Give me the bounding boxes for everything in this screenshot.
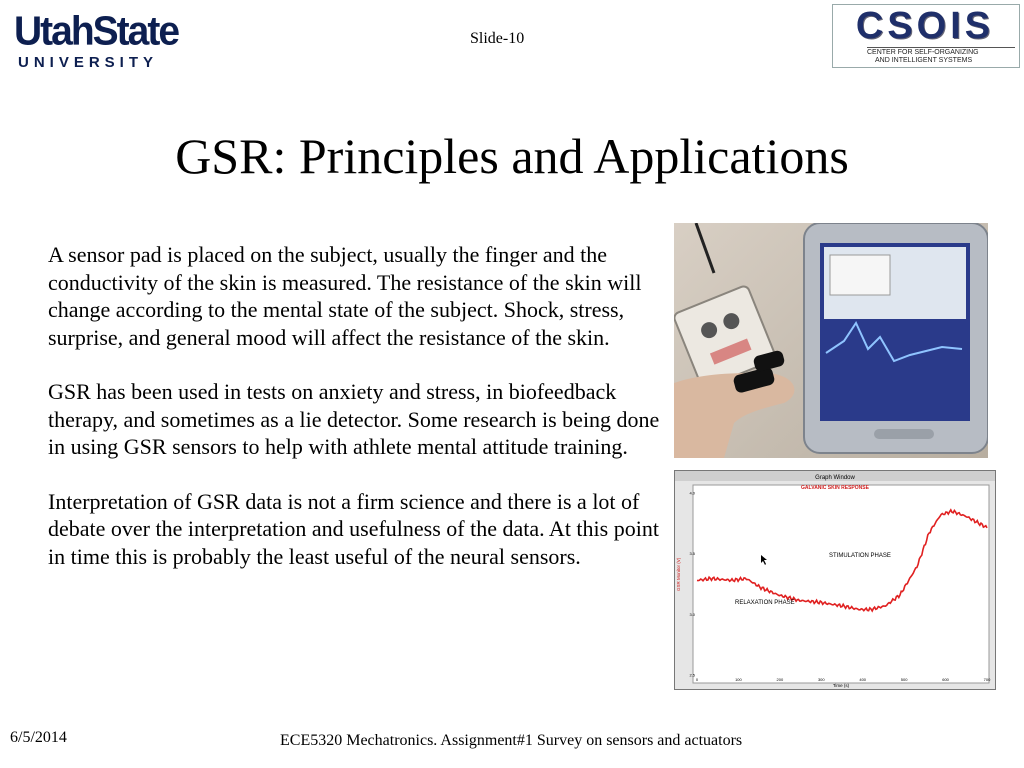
graph-window-title: Graph Window <box>815 475 855 481</box>
paragraph-interpretation: Interpretation of GSR data is not a firm science and there is a lot of debate over the interpretation and usefulness of the data. At this point in time this is probably the least useful of the neural sensors. <box>48 488 659 569</box>
paragraph-applications: GSR has been used in tests on anxiety and stress, in biofeedback therapy, and sometimes as a lie detector. Some research is being done in using GSR sensors to help with athlete mental attitude training. <box>48 379 660 459</box>
utah-state-logo <box>14 8 200 72</box>
y-tick-label: 3.0 <box>689 611 695 617</box>
x-tick-label: 700 <box>983 677 991 682</box>
y-tick-label: 3.5 <box>689 551 695 557</box>
x-tick-label: 0 <box>695 677 699 682</box>
paragraph-sensor-description: A sensor pad is placed on the subject, usually the finger and the conductivity of the skin is measured. The resistance of the skin will change according to the mental state of the subject. Shock, stress, surprise, and general mood will affect the resistance of the skin. <box>48 242 642 350</box>
device-photo-illustration <box>674 223 988 458</box>
gsr-graph-window <box>674 470 996 690</box>
graph-ylabel: GSR Monitor (V) <box>676 557 681 591</box>
slide-number: Slide-10 <box>470 30 525 47</box>
logo-subtitle: UNIVERSITY <box>18 54 159 71</box>
x-tick-label: 400 <box>859 677 867 682</box>
x-tick-label: 200 <box>776 677 784 682</box>
csois-subtitle-line2: AND INTELLIGENT SYSTEMS <box>875 57 973 64</box>
x-tick-label: 600 <box>942 677 949 682</box>
annotation-stimulation: STIMULATION PHASE <box>829 553 891 559</box>
graph-chart-title: GALVANIC SKIN RESPONSE <box>801 485 869 491</box>
csois-logo <box>832 4 1020 68</box>
x-tick-label: 500 <box>900 677 908 682</box>
gsr-graph <box>675 471 995 689</box>
x-tick-label: 100 <box>735 677 742 682</box>
graph-xlabel: Time (s) <box>832 683 850 688</box>
body-text <box>48 241 666 597</box>
gsr-device-photo <box>674 223 988 458</box>
footer-course: ECE5320 Mechatronics. Assignment#1 Survey on sensors and actuators <box>280 732 743 749</box>
y-tick-label: 2.5 <box>689 672 695 678</box>
csois-subtitle-line1: CENTER FOR SELF-ORGANIZING <box>867 49 979 56</box>
csois-wordmark: CSOIS <box>855 5 995 47</box>
logo-wordmark: UtahState <box>14 8 179 55</box>
y-tick-label: 4.0 <box>689 490 695 496</box>
footer-date: 6/5/2014 <box>10 729 67 746</box>
x-tick-label: 300 <box>817 677 825 682</box>
slide-title: GSR: Principles and Applications <box>175 128 849 184</box>
csois-subtitle <box>867 47 1015 65</box>
annotation-relaxation: RELAXATION PHASE <box>735 600 795 606</box>
